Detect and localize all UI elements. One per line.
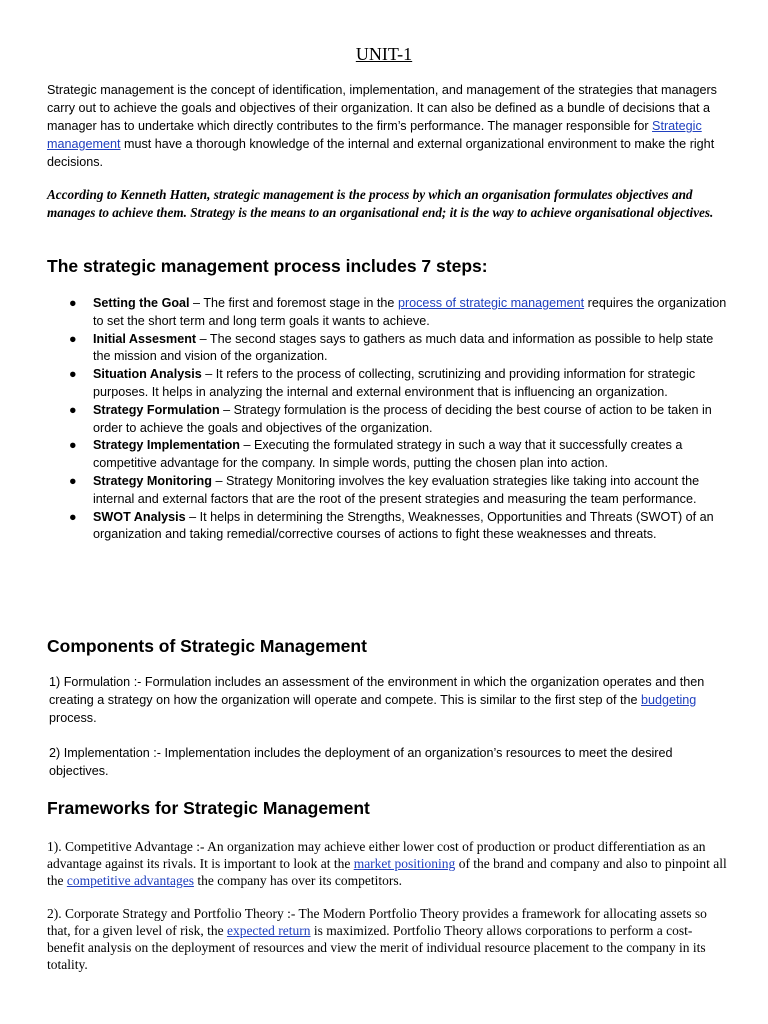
list-item: ● Initial Assesment – The second stages says to gathers as much data and information as possible to help state the mission and vision of the organization. bbox=[69, 331, 714, 364]
strategic-management-link[interactable]: Strategic management bbox=[47, 119, 702, 151]
components-heading: Components of Strategic Management bbox=[47, 636, 367, 656]
bullet-icon: ● bbox=[69, 296, 77, 310]
intro-paragraph: Strategic management is the concept of identification, implementation, and management of the strategies that managers carry out to achieve the goals and objectives of their organization. It can also be defined as a bundle of decisions that a manager has to undertake which directly contributes to the firm’s performance. The manager responsible for Strategic management must have a thorough knowledge of the internal and external organizational environment to make the right decisions. bbox=[47, 83, 717, 169]
page-title: UNIT-1 bbox=[355, 44, 413, 64]
bullet-icon: ● bbox=[69, 367, 77, 382]
list-item: ● Setting the Goal – The first and foremost stage in the process of strategic management requires the organization to set the short term and long term goals it wants to achieve. bbox=[69, 296, 727, 328]
steps-list bbox=[47, 295, 727, 544]
list-item: ● Strategy Implementation – Executing the formulated strategy in such a way that it successfully creates a competitive advantage for the company. In simple words, putting the chosen plan into action. bbox=[69, 438, 683, 471]
list-item: ● Strategy Monitoring – Strategy Monitoring involves the key evaluation strategies like taking into account the internal and external factors that are the root of the present strategies and measuring the team performance. bbox=[69, 473, 700, 506]
component-formulation: 1) Formulation :- Formulation includes an assessment of the environment in which the organization operates and then creating a strategy on how the organization will operate and compete. This is similar to the first step of the budgeting process. bbox=[49, 675, 705, 725]
bullet-icon: ● bbox=[69, 473, 77, 488]
competitive-advantages-link[interactable]: competitive advantages bbox=[66, 873, 194, 888]
bullet-icon: ● bbox=[69, 331, 77, 346]
list-item: ● SWOT Analysis – It helps in determining the Strengths, Weaknesses, Opportunities and Threats (SWOT) of an organization and taking remedial/corrective courses of actions to fight these weaknesses and threats. bbox=[69, 509, 714, 542]
steps-heading: The strategic management process includes 7 steps: bbox=[47, 256, 488, 276]
bullet-icon: ● bbox=[69, 438, 77, 453]
frameworks-heading: Frameworks for Strategic Management bbox=[47, 798, 370, 818]
bullet-icon: ● bbox=[69, 402, 77, 417]
bullet-icon: ● bbox=[69, 509, 77, 524]
list-item: ● Strategy Formulation – Strategy formulation is the process of deciding the best course of action to be taken in order to achieve the goals and objectives of the organization. bbox=[69, 402, 712, 435]
framework-competitive-advantage: 1). Competitive Advantage :- An organization may achieve either lower cost of production or product differentiation as an advantage against its rivals. It is important to look at the market positioning of the brand and company and also to pinpoint all the competitive advantages the company has over its competitors. bbox=[47, 839, 727, 888]
hatten-quote: According to Kenneth Hatten, strategic management is the process by which an organisation formulates objectives and manages to achieve them. Strategy is the means to an organisational end; it is the way to achieve organisational objectives. bbox=[47, 187, 714, 220]
budgeting-link[interactable]: budgeting bbox=[640, 693, 697, 707]
process-link[interactable]: process of strategic management bbox=[397, 296, 585, 310]
framework-portfolio-theory: 2). Corporate Strategy and Portfolio Theory :- The Modern Portfolio Theory provides a framework for allocating assets so that, for a given level of risk, the expected return is maximized. Portfolio Theory allows corporations to perform a cost-benefit analysis on the deployment of resources and view the merit of individual resource placement to the company in its totality. bbox=[47, 906, 707, 972]
expected-return-link[interactable]: expected return bbox=[226, 923, 311, 938]
market-positioning-link[interactable]: market positioning bbox=[353, 856, 456, 871]
component-implementation: 2) Implementation :- Implementation includes the deployment of an organization’s resources to meet the desired objectives. bbox=[49, 746, 673, 778]
list-item: ● Situation Analysis – It refers to the process of collecting, scrutinizing and providing information for strategic purposes. It helps in analyzing the internal and external environment that is influencing an organization. bbox=[69, 367, 696, 399]
